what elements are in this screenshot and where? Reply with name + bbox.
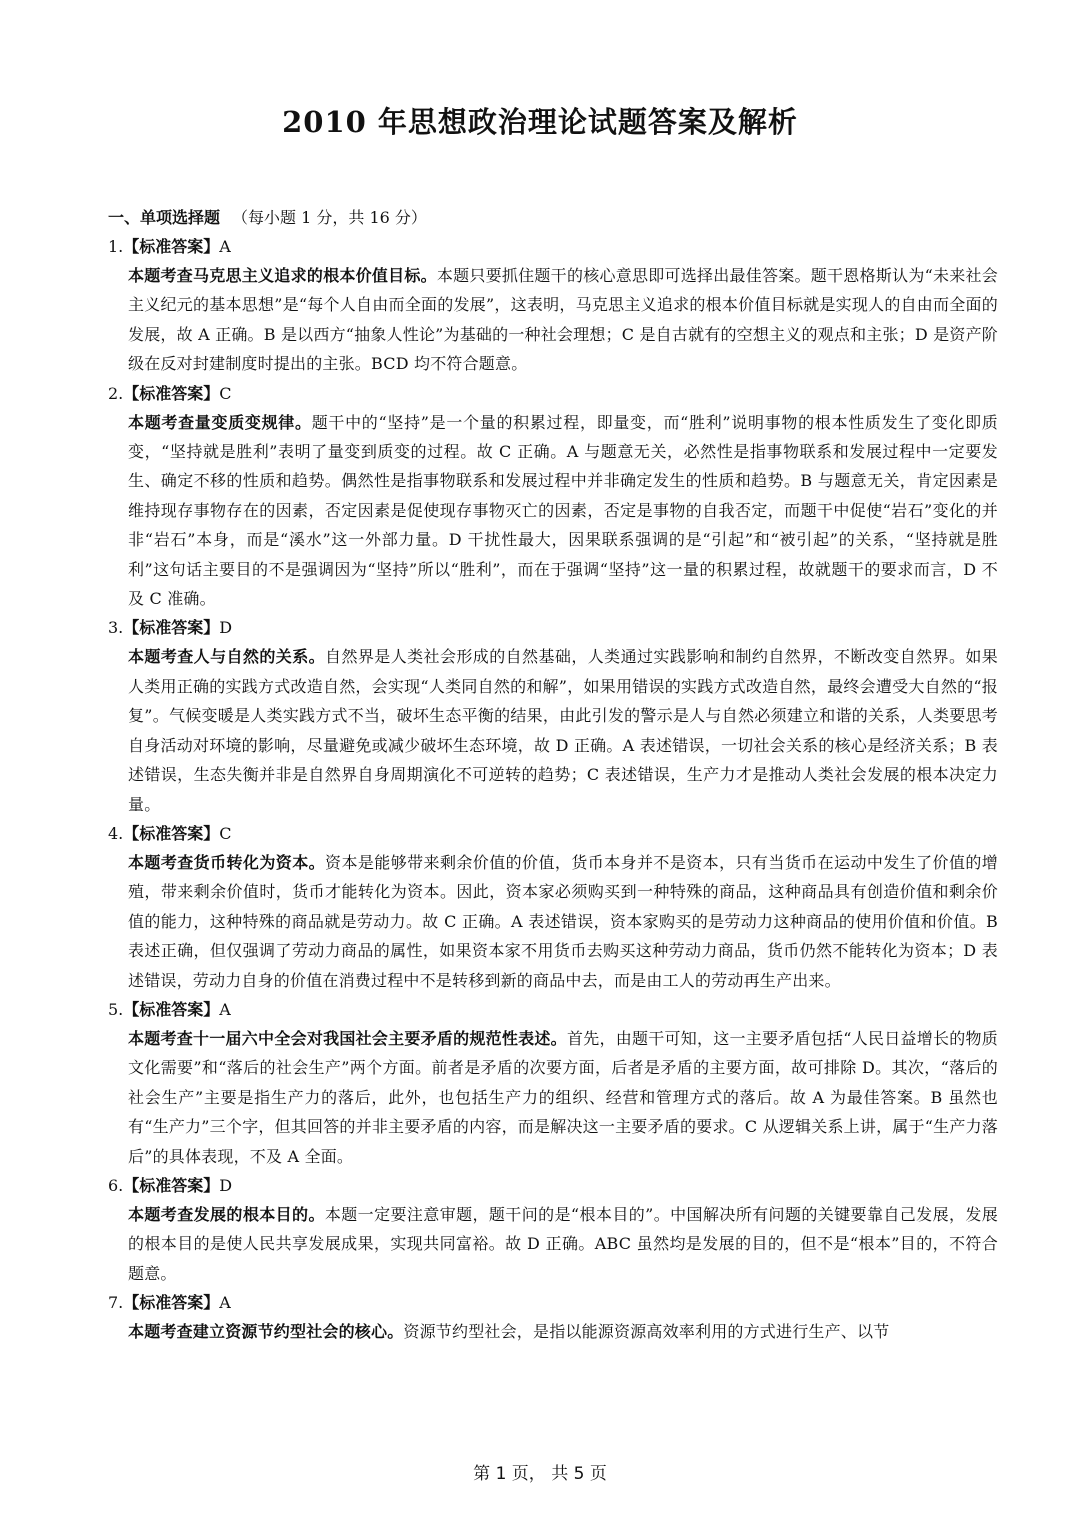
question-5 [108, 995, 998, 1171]
question-header [108, 379, 998, 408]
question-header [108, 1288, 998, 1317]
page-footer: 第 1 页， 共 5 页 [473, 1464, 607, 1484]
explanation-text: 本题一定要注意审题，题干问的是“根本目的”。中国解决所有问题的关键要靠自己发展，发展的根本目的是使人民共享发展成果，实现共同富裕。故 D 正确。ABC 虽然均是发展的目的，但不是“根本”目的，不符合题意。 [128, 1204, 998, 1283]
question-number: 6. [108, 1175, 124, 1195]
answer-letter: A [219, 1293, 231, 1313]
question-4 [108, 819, 998, 995]
explanation-lead: 本题考查十一届六中全会对我国社会主要矛盾的规范性表述。 [128, 1028, 567, 1048]
explanation-lead: 本题考查建立资源节约型社会的核心。 [128, 1322, 404, 1342]
question-number: 5. [108, 999, 124, 1019]
question-number: 1. [108, 237, 124, 256]
explanation-lead: 本题考查货币转化为资本。 [128, 852, 326, 872]
document-content [108, 203, 998, 1347]
answer-letter: D [219, 618, 233, 638]
question-explanation [108, 642, 998, 818]
question-header [108, 613, 998, 642]
answer-tag: 【标准答案】 [123, 1293, 220, 1313]
document-title: 2010 年思想政治理论试题答案及解析 [282, 105, 798, 139]
explanation-text: 本题只要抓住题干的核心意思即可选择出最佳答案。题干恩格斯认为“未来社会主义纪元的基本思想”是“每个人自由而全面的发展”，这表明，马克思主义追求的根本价值目标就是实现人的自由而全面的发展，故 A 正确。B 是以西方“抽象人性论”为基础的一种社会理想；C 是自古就有的空想主义的观点和主张；D 是资产阶级在反对封建制度时提出的主张。BCD 均不符合题意。 [128, 266, 998, 374]
question-number: 3. [108, 618, 124, 638]
answer-tag: 【标准答案】 [123, 383, 220, 403]
explanation-text: 资源节约型社会，是指以能源资源高效率利用的方式进行生产、以节 [403, 1322, 890, 1342]
question-explanation [108, 848, 998, 995]
answer-tag: 【标准答案】 [123, 618, 220, 638]
answer-letter: C [219, 823, 232, 843]
question-number: 7. [108, 1293, 124, 1313]
section-title: 一、单项选择题 [108, 208, 221, 227]
question-3 [108, 613, 998, 818]
question-number: 2. [108, 383, 124, 403]
answer-letter: A [219, 999, 231, 1019]
question-number: 4. [108, 823, 124, 843]
answer-letter: D [219, 1175, 233, 1195]
section-note: （每小题 1 分，共 16 分） [232, 208, 427, 227]
question-explanation [108, 261, 998, 379]
explanation-text: 首先，由题干可知，这一主要矛盾包括“人民日益增长的物质文化需要”和“落后的社会生产”两个方面。前者是矛盾的次要方面，后者是矛盾的主要方面，故可排除 D。其次，“落后的社会生产”主要是指生产力的落后，此外，也包括生产力的组织、经营和管理方式的落后。故 A 为最佳答案。B 虽然也有“生产力”三个字，但其回答的并非主要矛盾的内容，而是解决这一主要矛盾的要求。C 从逻辑关系上讲，属于“生产力落后”的具体表现，不及 A 全面。 [128, 1028, 998, 1166]
question-header [108, 995, 998, 1024]
question-explanation [108, 1024, 998, 1171]
question-header [108, 1171, 998, 1200]
explanation-text: 资本是能够带来剩余价值的价值，货币本身并不是资本，只有当货币在运动中发生了价值的增殖，带来剩余价值时，货币才能转化为资本。因此，资本家必须购买到一种特殊的商品，这种商品具有创造价值和剩余价值的能力，这种特殊的商品就是劳动力。故 C 正确。A 表述错误，资本家购买的是劳动力这种商品的使用价值和价值。B 表述正确，但仅强调了劳动力商品的属性，如果资本家不用货币去购买这种劳动力商品，货币仍然不能转化为资本；D 表述错误，劳动力自身的价值在消费过程中不是转移到新的商品中去，而是由工人的劳动再生产出来。 [128, 852, 998, 990]
question-header [108, 819, 998, 848]
answer-tag: 【标准答案】 [123, 237, 220, 256]
answer-letter: A [219, 237, 231, 256]
explanation-text: 自然界是人类社会形成的自然基础，人类通过实践影响和制约自然界，不断改变自然界。如果人类用正确的实践方式改造自然，会实现“人类同自然的和解”，如果用错误的实践方式改造自然，最终会遭受大自然的“报复”。气候变暖是人类实践方式不当，破坏生态平衡的结果，由此引发的警示是人与自然必须建立和谐的关系，人类要思考自身活动对环境的影响，尽量避免或减少破坏生态环境，故 D 正确。A 表述错误，一切社会关系的核心是经济关系；B 表述错误，生态失衡并非是自然界自身周期演化不可逆转的趋势；C 表述错误，生产力才是推动人类社会发展的根本决定力量。 [128, 647, 998, 814]
question-7 [108, 1288, 998, 1346]
explanation-lead: 本题考查人与自然的关系。 [128, 647, 326, 667]
explanation-lead: 本题考查发展的根本目的。 [128, 1204, 325, 1224]
question-1 [108, 232, 998, 379]
explanation-text: 题干中的“坚持”是一个量的积累过程，即量变，而“胜利”说明事物的根本性质发生了变化即质变，“坚持就是胜利”表明了量变到质变的过程。故 C 正确。A 与题意无关，必然性是指事物联系和发展过程中一定要发生、确定不移的性质和趋势。偶然性是指事物联系和发展过程中并非确定发生的性质和趋势。B 与题意无关，肯定因素是维持现存事物存在的因素，否定因素是促使现存事物灭亡的因素，否定是事物的自我否定，而题干中促使“岩石”变化的并非“岩石”本身，而是“溪水”这一外部力量。D 干扰性最大，因果联系强调的是“引起”和“被引起”的关系，“坚持就是胜利”这句话主要目的不是强调因为“坚持”所以“胜利”，而在于强调“坚持”这一量的积累过程，故就题干的要求而言，D 不及 C 准确。 [128, 412, 998, 609]
section-header [108, 203, 998, 232]
question-2 [108, 379, 998, 614]
answer-letter: C [219, 383, 232, 403]
question-6 [108, 1171, 998, 1288]
answer-tag: 【标准答案】 [123, 999, 220, 1019]
question-explanation [108, 1200, 998, 1288]
explanation-lead: 本题考查马克思主义追求的根本价值目标。 [128, 266, 437, 285]
question-header [108, 232, 998, 261]
answer-tag: 【标准答案】 [123, 1175, 220, 1195]
question-explanation [108, 1317, 998, 1346]
explanation-lead: 本题考查量变质变规律。 [128, 412, 312, 432]
answer-tag: 【标准答案】 [123, 823, 220, 843]
question-explanation [108, 408, 998, 614]
